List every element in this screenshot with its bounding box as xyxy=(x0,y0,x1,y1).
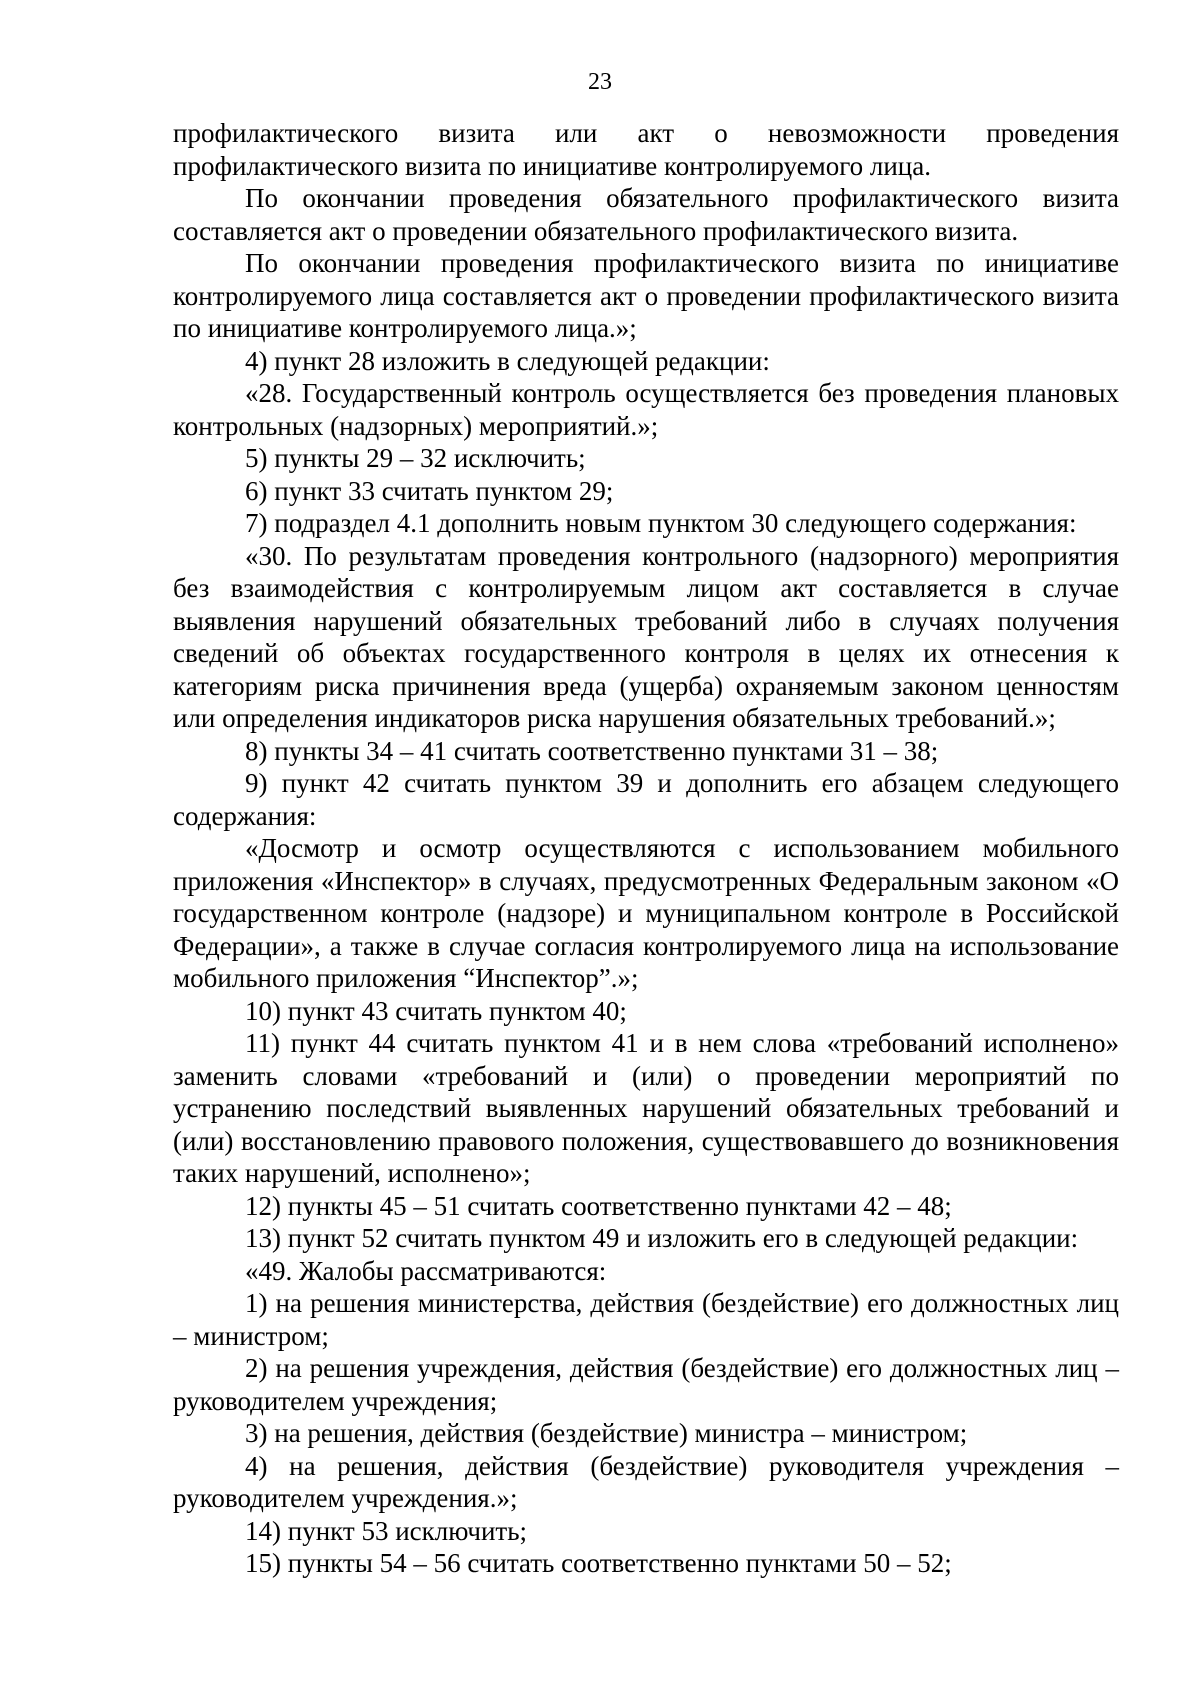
paragraph-19: 2) на решения учреждения, действия (бездействие) его должностных лиц – руководителем учреждения; xyxy=(173,1353,1119,1416)
paragraph-14: 11) пункт 44 считать пунктом 41 и в нем слова «требований исполнено» заменить словами «требований и (или) о проведении мероприятий по устранению последствий выявленных нарушений обязательных требований и (или) восстановлению правового положения, существовавшего до возникновения таких нарушений, исполнено»; xyxy=(173,1028,1119,1188)
paragraph-11: 9) пункт 42 считать пунктом 39 и дополнить его абзацем следующего содержания: xyxy=(173,768,1119,831)
paragraph-21: 4) на решения, действия (бездействие) руководителя учреждения – руководителем учреждения.»; xyxy=(173,1450,1119,1513)
paragraph-12: «Досмотр и осмотр осуществляются с использованием мобильного приложения «Инспектор» в случаях, предусмотренных Федеральным законом «О государственном контроле (надзоре) и муниципальном контроле в Российской Федерации», а также в случае согласия контролируемого лица на использование мобильного приложения “Инспектор”.»; xyxy=(173,833,1119,993)
paragraph-23: 15) пункты 54 – 56 считать соответственно пунктами 50 – 52; xyxy=(245,1548,952,1578)
paragraph-13: 10) пункт 43 считать пунктом 40; xyxy=(245,995,627,1026)
page-number: 23 xyxy=(588,69,612,95)
paragraph-15: 12) пункты 45 – 51 считать соответственно пунктами 42 – 48; xyxy=(245,1190,952,1221)
paragraph-3: По окончании проведения профилактического визита по инициативе контролируемого лица составляется акт о проведении профилактического визита по инициативе контролируемого лица.»; xyxy=(173,248,1119,343)
paragraph-5: «28. Государственный контроль осуществляется без проведения плановых контрольных (надзорных) мероприятий.»; xyxy=(173,378,1119,441)
paragraph-20: 3) на решения, действия (бездействие) министра – министром; xyxy=(245,1418,968,1448)
paragraph-8: 7) подраздел 4.1 дополнить новым пунктом 30 следующего содержания: xyxy=(245,508,1077,538)
paragraph-9: «30. По результатам проведения контрольного (надзорного) мероприятия без взаимодействия с контролируемым лицом акт составляется в случае выявления нарушений обязательных требований либо в случаях получения сведений об объектах государственного контроля в целях их отнесения к категориям риска причинения вреда (ущерба) охраняемым законом ценностям или определения индикаторов риска нарушения обязательных требований.»; xyxy=(173,540,1119,733)
paragraph-18: 1) на решения министерства, действия (бездействие) его должностных лиц – министром; xyxy=(173,1288,1119,1351)
paragraph-16: 13) пункт 52 считать пунктом 49 и изложить его в следующей редакции: xyxy=(245,1223,1079,1253)
paragraph-7: 6) пункт 33 считать пунктом 29; xyxy=(245,475,614,506)
document-body xyxy=(173,117,1119,1580)
paragraph-17: «49. Жалобы рассматриваются: xyxy=(245,1255,607,1286)
paragraph-6: 5) пункты 29 – 32 исключить; xyxy=(245,443,586,473)
paragraph-2: По окончании проведения обязательного профилактического визита составляется акт о проведении обязательного профилактического визита. xyxy=(173,183,1119,246)
paragraph-10: 8) пункты 34 – 41 считать соответственно пунктами 31 – 38; xyxy=(245,735,939,766)
paragraph-4: 4) пункт 28 изложить в следующей редакции: xyxy=(245,345,770,376)
paragraph-1: профилактического визита или акт о невозможности проведения профилактического визита по инициативе контролируемого лица. xyxy=(173,118,1119,181)
paragraph-22: 14) пункт 53 исключить; xyxy=(245,1515,528,1546)
